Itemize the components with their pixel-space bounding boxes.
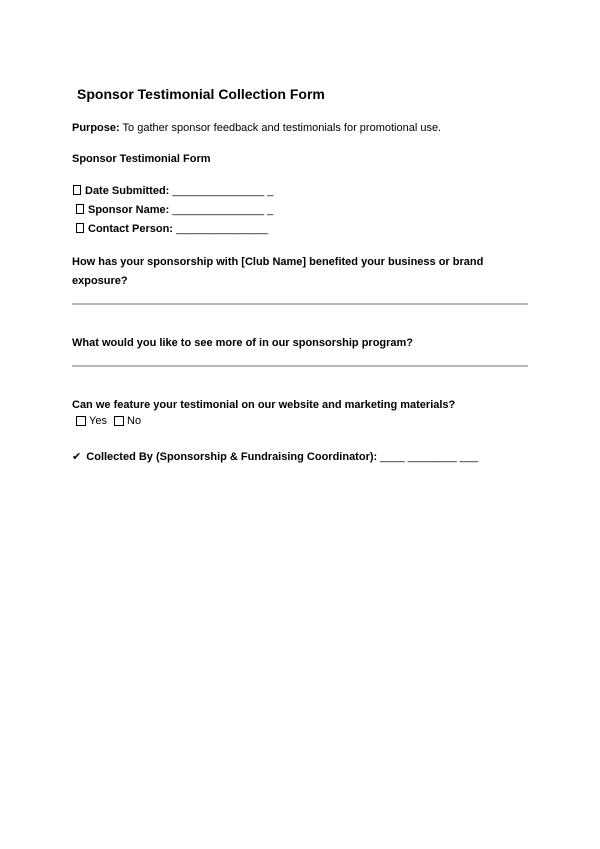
purpose-label: Purpose:	[72, 122, 120, 134]
option-no[interactable]	[114, 415, 141, 427]
sponsor-name-label: Sponsor Name:	[88, 204, 170, 216]
option-yes-label: Yes	[89, 415, 107, 427]
checkbox-icon[interactable]	[76, 416, 86, 426]
feature-permission-options	[76, 415, 145, 429]
section-heading: Sponsor Testimonial Form	[72, 153, 211, 165]
date-submitted-blank[interactable]: _______________ _	[169, 185, 274, 197]
checkmark-icon: ✔	[72, 451, 82, 463]
field-bullet-icon	[76, 223, 84, 233]
contact-person-label: Contact Person:	[88, 223, 173, 235]
purpose-line	[72, 122, 441, 134]
field-bullet-icon	[76, 204, 84, 214]
field-bullet-icon	[73, 185, 81, 195]
question-benefit: How has your sponsorship with [Club Name] benefited your business or brand exposure?	[72, 256, 484, 287]
sponsor-name-blank[interactable]: _______________ _	[169, 204, 274, 216]
collected-by-field[interactable]	[72, 450, 478, 463]
answer-line-benefit[interactable]	[72, 303, 528, 305]
form-title: Sponsor Testimonial Collection Form	[77, 86, 325, 102]
purpose-text: To gather sponsor feedback and testimonials for promotional use.	[119, 122, 442, 134]
option-yes[interactable]	[76, 415, 107, 427]
sponsor-name-field[interactable]	[76, 204, 273, 216]
question-feature-permission: Can we feature your testimonial on our website and marketing materials?	[72, 399, 456, 411]
question-improvements: What would you like to see more of in our sponsorship program?	[72, 337, 414, 349]
collected-by-blank[interactable]: ____ ________ ___	[377, 451, 479, 463]
option-no-label: No	[127, 415, 142, 427]
checkbox-icon[interactable]	[114, 416, 124, 426]
collected-by-label: Collected By (Sponsorship & Fundraising Coordinator):	[86, 451, 378, 463]
date-submitted-label: Date Submitted:	[85, 185, 170, 197]
contact-person-blank[interactable]: _______________	[172, 223, 268, 235]
date-submitted-field[interactable]	[73, 185, 273, 197]
answer-line-improvements[interactable]	[72, 365, 528, 367]
contact-person-field[interactable]	[76, 223, 268, 235]
